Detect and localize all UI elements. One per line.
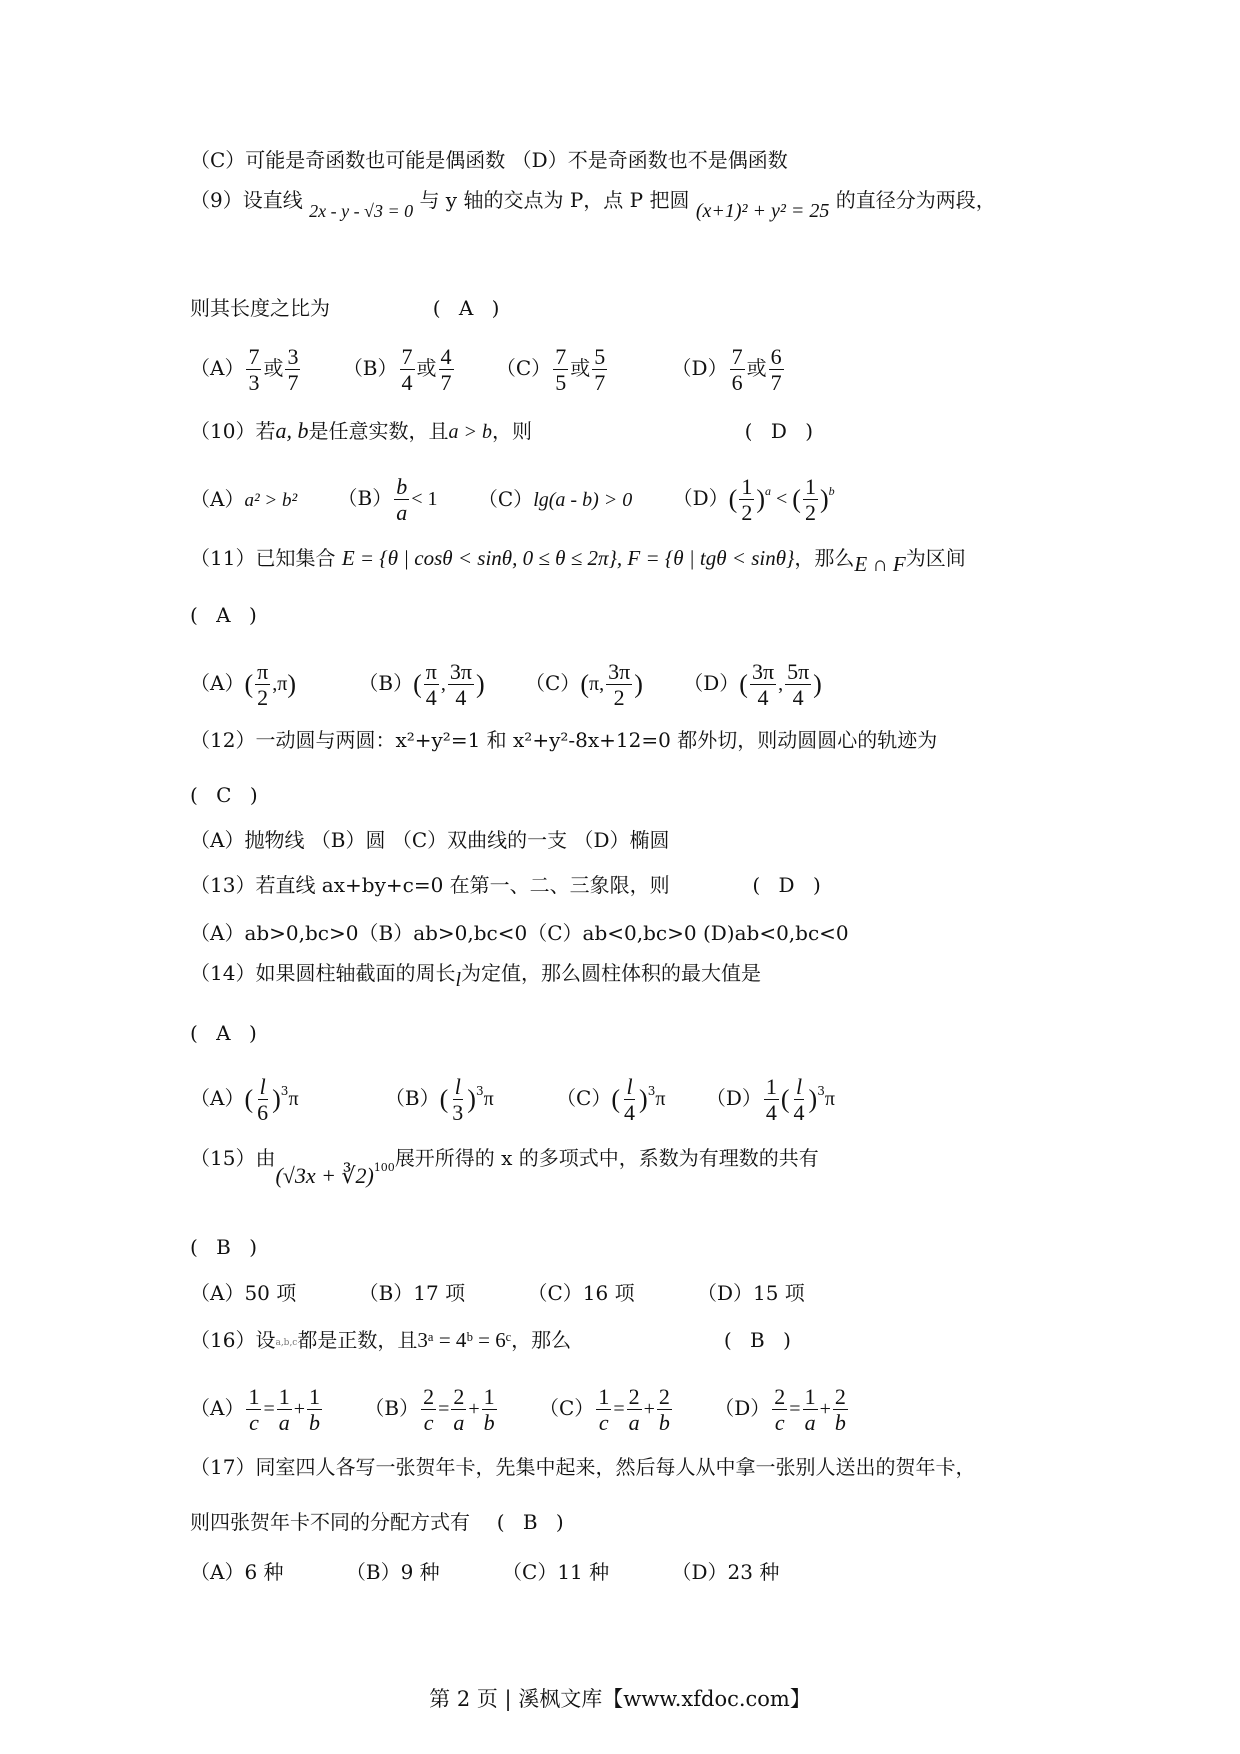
fraction: $\frac{4}{7}$ [440,344,452,396]
q17-options [190,1562,779,1582]
q11-option-c: （C）(π, $\frac{3\pi}{2}$ ) [525,659,643,711]
q10-option-b: （B） $\frac{b}{a}$ < 1 [337,474,438,526]
q15-prefix: （15）由 [190,1146,276,1170]
or-text: 或 [746,356,767,381]
fraction: $\frac{3}{7}$ [287,344,299,396]
q10-option-c: （C）lg(a - b) > 0 [477,487,633,512]
q16-stem [190,1330,797,1351]
q10-prefix: （10）若 [190,419,276,443]
q11-intersection: E ∩ F [854,552,906,576]
q16-option-d: （D） $\frac{2}{c}$ = $\frac{1}{a}$ + $\frac{2}{b}$ [714,1384,846,1436]
q14-suffix: 为定值，那么圆柱体积的最大值是 [461,961,762,985]
q14-option-b: （B）( $\frac{l}{3}$ )$^3$π [384,1074,494,1126]
q9-prefix: （9）设直线 [190,188,303,212]
q10-suffix: ，则 [491,419,532,443]
q17-line2: 则四张贺年卡不同的分配方式有 [190,1510,470,1534]
q9-option-d [672,345,786,394]
fraction: $\frac{7}{5}$ [555,344,567,396]
q10-cond: a > b [448,421,492,443]
q12-answer-line [190,785,264,805]
q16-options [190,1385,850,1434]
q11-prefix: （11）已知集合 [190,546,336,570]
page-footer: 第 2 页 | 溪枫文库【www.xfdoc.com】 [429,1687,811,1711]
q16-option-c: （C） $\frac{1}{c}$ = $\frac{2}{a}$ + $\frac{2}{b}$ [539,1384,670,1436]
q17-stem: （17）同室四人各写一张贺年卡，先集中起来，然后每人从中拿一张别人送出的贺年卡， [190,1455,976,1479]
q8-options-cd: （C）可能是奇函数也可能是偶函数 （D）不是奇函数也不是偶函数 [190,148,788,172]
q13-text: （13）若直线 ax+by+c=0 在第一、二、三象限，则 [190,873,670,897]
q11-mid: ，那么 [794,546,855,570]
q15-suffix: 展开所得的 x 的多项式中，系数为有理数的共有 [394,1146,819,1170]
q14-prefix: （14）如果圆柱轴截面的周长 [190,961,456,985]
option-label: （D） [671,356,728,381]
q11-option-b: （B）( $\frac{\pi}{4}$ , $\frac{3\pi}{4}$ ) [358,659,485,711]
q9-option-a [190,345,302,394]
q14-option-c: （C）( $\frac{l}{4}$ )$^3$π [556,1074,666,1126]
q17-option-c: （C）11 种 [502,1560,610,1584]
q15-exponent: 100 [373,1161,395,1174]
q15-binomial: (√3x + ∛2) [275,1163,374,1188]
q11-option-d: （D）( $\frac{3\pi}{4}$ , $\frac{5\pi}{4}$ ) [683,659,822,711]
q16-option-a: （A） $\frac{1}{c}$ = $\frac{1}{a}$ + $\frac{1}{b}$ [190,1384,321,1436]
q14-answer: ( A ) [190,1021,263,1045]
or-text: 或 [570,356,591,381]
q16-option-b: （B） $\frac{2}{c}$ = $\frac{2}{a}$ + $\frac{1}{b}$ [364,1384,495,1436]
fraction: $\frac{7}{3}$ [248,344,260,396]
q17-option-d: （D）23 种 [671,1560,780,1584]
q11-answer: ( A ) [190,603,263,627]
q15-option-d: （D）15 项 [696,1281,805,1305]
q15-answer: ( B ) [190,1235,264,1259]
q11-suffix: 为区间 [905,546,966,570]
q17-answer: ( B ) [496,1510,570,1534]
fraction: $\frac{6}{7}$ [770,344,782,396]
q14-option-a: （A）( $\frac{l}{6}$ )$^3$π [190,1074,299,1126]
option-label: （A） [190,356,245,381]
q12-answer: ( C ) [190,783,264,807]
q10-options [190,475,835,524]
q16-vars: a,b,c [275,1338,298,1348]
q15-stem [190,1148,819,1187]
q14-options [190,1075,835,1124]
q15-option-a: （A）50 项 [190,1281,297,1305]
fraction: $\frac{5}{7}$ [594,344,606,396]
q17-option-b: （B）9 种 [345,1560,440,1584]
q12-stem: （12）一动圆与两圆：x²+y²=1 和 x²+y²-8x+12=0 都外切，则动圆圆心的轨迹为 [190,728,938,752]
q17-option-a: （A）6 种 [190,1560,284,1584]
q9-line2: 则其长度之比为 [190,296,330,320]
q11-option-a: （A）( $\frac{\pi}{2}$ ,π) [190,659,297,711]
option-label: （C） [495,356,552,381]
q11-set-expr: E = {θ | cosθ < sinθ, 0 ≤ θ ≤ 2π}, F = {θ | tgθ < sinθ} [341,546,795,570]
fraction: $\frac{7}{4}$ [401,344,413,396]
q11-stem [190,548,966,575]
q9-option-b [343,345,456,394]
q9-mid: 与 y 轴的交点为 P，点 P 把圆 [419,188,690,212]
q11-options [190,660,822,709]
q15-options [190,1283,805,1303]
q13-answer: ( D ) [752,873,827,897]
q13-options: （A）ab>0,bc>0（B）ab>0,bc<0（C）ab<0,bc>0 (D)ab<0,bc<0 [190,921,849,945]
q10-mid: 是任意实数，且 [308,419,449,443]
q10-option-a: （A）a² > b² [190,487,298,512]
q9-line-expr: 2x - y - √3 = 0 [309,201,414,221]
q16-equation: 3ᵃ = 4ᵇ = 6ᶜ [417,1328,512,1352]
option-label: （B） [342,356,398,381]
q15-option-b: （B）17 项 [358,1281,466,1305]
q14-option-d: （D） $\frac{1}{4}$ ( $\frac{l}{4}$ )$^3$π [705,1074,835,1126]
q16-answer: ( B ) [723,1328,797,1352]
q16-mid: 都是正数，且 [297,1328,418,1352]
q15-answer-line [190,1237,263,1257]
q10-stem [190,420,819,442]
q9-answer: ( A ) [432,296,506,320]
q10-vars: a, b [275,418,309,443]
or-text: 或 [416,356,437,381]
q13-stem [190,875,827,895]
q9-stem-line2 [190,298,505,318]
q9-options [190,345,786,394]
q14-var: l [455,969,462,991]
q16-suffix: ，那么 [511,1328,572,1352]
q12-options: （A）抛物线 （B）圆 （C）双曲线的一支 （D）椭圆 [190,828,670,852]
fraction: $\frac{7}{6}$ [731,344,743,396]
q10-answer: ( D ) [744,419,820,443]
q9-stem [190,190,996,221]
q11-answer-line [190,605,263,625]
q10-option-d: （D）( $\frac{1}{2}$ )$^a$ < ( $\frac{1}{2}$ )$^b$ [672,474,835,526]
q15-option-c: （C）16 项 [527,1281,635,1305]
q17-stem-line2 [190,1512,570,1532]
q9-suffix: 的直径分为两段， [835,188,996,212]
q9-option-c [496,345,609,394]
q14-stem [190,963,761,990]
or-text: 或 [263,356,284,381]
q14-answer-line [190,1023,263,1043]
q16-prefix: （16）设 [190,1328,276,1352]
q9-circle-expr: (x+1)² + y² = 25 [695,200,830,222]
